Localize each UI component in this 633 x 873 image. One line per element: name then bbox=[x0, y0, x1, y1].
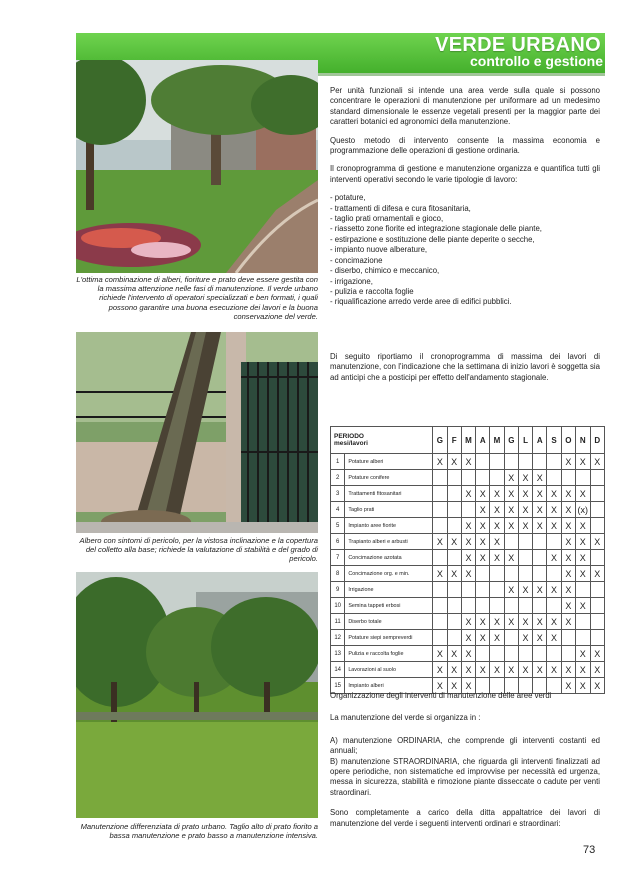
table-row bbox=[331, 502, 605, 518]
row-number: 9 bbox=[331, 582, 345, 598]
schedule-cell: X bbox=[590, 662, 604, 678]
schedule-cell: X bbox=[590, 534, 604, 550]
schedule-cell: X bbox=[518, 582, 532, 598]
after-text bbox=[330, 691, 600, 837]
operations-list bbox=[330, 193, 600, 307]
schedule-cell: X bbox=[518, 614, 532, 630]
schedule-cell: X bbox=[590, 646, 604, 662]
schedule-cell: X bbox=[461, 486, 475, 502]
row-number: 6 bbox=[331, 534, 345, 550]
month-header: D bbox=[590, 427, 604, 454]
row-label: Potature siepi sempreverdi bbox=[345, 630, 433, 646]
intro-paragraph-1: Per unità funzionali si intende una area verde sulla quale si possono concentrare le operazioni di manutenzione per uniformare ad un medesimo standard dimensionale le essenze vegetali presenti per la maggior parte dei caratteri botanici ed agronomici della manutenzione. bbox=[330, 86, 600, 127]
schedule-cell: X bbox=[561, 454, 575, 470]
schedule-cell bbox=[575, 582, 590, 598]
table-row bbox=[331, 614, 605, 630]
schedule-cell: X bbox=[533, 614, 547, 630]
photo-park-church bbox=[76, 60, 318, 273]
operation-item: - impianto nuove alberature, bbox=[330, 245, 428, 255]
period-header bbox=[331, 427, 433, 454]
schedule-cell: X bbox=[490, 662, 504, 678]
schedule-cell: X bbox=[447, 534, 461, 550]
schedule-cell: X bbox=[476, 614, 490, 630]
row-label: Concimazione azotata bbox=[345, 550, 433, 566]
schedule-cell bbox=[433, 502, 447, 518]
row-label: Impianto aree fiorite bbox=[345, 518, 433, 534]
schedule-cell: X bbox=[547, 630, 561, 646]
month-header: G bbox=[504, 427, 518, 454]
schedule-cell: X bbox=[476, 630, 490, 646]
schedule-cell bbox=[590, 502, 604, 518]
table-row bbox=[331, 646, 605, 662]
schedule-cell bbox=[433, 598, 447, 614]
schedule-cell: X bbox=[461, 630, 475, 646]
after-paragraph-2: La manutenzione del verde si organizza in : bbox=[330, 713, 481, 723]
schedule-cell: X bbox=[461, 534, 475, 550]
schedule-cell: X bbox=[575, 646, 590, 662]
schedule-cell: X bbox=[461, 614, 475, 630]
row-number: 13 bbox=[331, 646, 345, 662]
month-header: A bbox=[476, 427, 490, 454]
schedule-cell bbox=[447, 598, 461, 614]
caption-photo-2: Albero con sintomi di pericolo, per la vistosa inclinazione e la copertura del colletto alla base; richiede la valutazione di stabilità e del grado di pericolo. bbox=[79, 536, 318, 564]
row-label: Trattamenti fitosanitari bbox=[345, 486, 433, 502]
row-number: 3 bbox=[331, 486, 345, 502]
row-number: 12 bbox=[331, 630, 345, 646]
schedule-cell: X bbox=[590, 454, 604, 470]
schedule-cell: X bbox=[575, 678, 590, 694]
operation-item: - trattamenti di difesa e cura fitosanitaria, bbox=[330, 203, 471, 213]
schedule-cell: X bbox=[590, 566, 604, 582]
month-header: N bbox=[575, 427, 590, 454]
schedule-cell: X bbox=[461, 662, 475, 678]
schedule-cell: X bbox=[561, 582, 575, 598]
period-label: PERIODO bbox=[334, 433, 364, 440]
schedule-cell bbox=[504, 454, 518, 470]
schedule-cell bbox=[490, 598, 504, 614]
month-header: A bbox=[533, 427, 547, 454]
schedule-cell bbox=[490, 470, 504, 486]
schedule-cell bbox=[504, 630, 518, 646]
schedule-cell: X bbox=[575, 486, 590, 502]
schedule-cell: X bbox=[547, 614, 561, 630]
schedule-cell: X bbox=[504, 470, 518, 486]
schedule-cell bbox=[447, 614, 461, 630]
schedule-cell bbox=[590, 582, 604, 598]
schedule-cell: X bbox=[561, 502, 575, 518]
row-label: Semina tappeti erbosi bbox=[345, 598, 433, 614]
schedule-cell bbox=[433, 486, 447, 502]
schedule-cell: X bbox=[533, 486, 547, 502]
schedule-cell bbox=[476, 470, 490, 486]
schedule-cell bbox=[590, 518, 604, 534]
schedule-cell bbox=[461, 502, 475, 518]
schedule-cell bbox=[447, 550, 461, 566]
schedule-cell: X bbox=[590, 678, 604, 694]
schedule-cell: X bbox=[433, 678, 447, 694]
month-header: F bbox=[447, 427, 461, 454]
schedule-cell: X bbox=[533, 518, 547, 534]
table-row bbox=[331, 598, 605, 614]
table-row bbox=[331, 662, 605, 678]
schedule-cell bbox=[490, 566, 504, 582]
schedule-cell bbox=[590, 614, 604, 630]
photo-leaning-tree bbox=[76, 332, 318, 533]
schedule-cell bbox=[590, 630, 604, 646]
schedule-cell: X bbox=[575, 662, 590, 678]
schedule-cell bbox=[433, 470, 447, 486]
schedule-cell: X bbox=[561, 614, 575, 630]
schedule-cell: X bbox=[447, 662, 461, 678]
row-number: 15 bbox=[331, 678, 345, 694]
schedule-cell: X bbox=[490, 502, 504, 518]
schedule-cell: X bbox=[518, 630, 532, 646]
schedule-cell: (x) bbox=[575, 502, 590, 518]
schedule-cell: X bbox=[447, 646, 461, 662]
schedule-cell bbox=[590, 550, 604, 566]
row-number: 7 bbox=[331, 550, 345, 566]
schedule-cell bbox=[533, 646, 547, 662]
schedule-cell: X bbox=[461, 566, 475, 582]
schedule-cell bbox=[590, 486, 604, 502]
schedule-cell bbox=[504, 598, 518, 614]
operation-item: - pulizia e raccolta foglie bbox=[330, 286, 414, 296]
schedule-cell bbox=[518, 534, 532, 550]
page-title: VERDE URBANO bbox=[435, 34, 601, 56]
row-label: Pulizia e raccolta foglie bbox=[345, 646, 433, 662]
schedule-cell: X bbox=[561, 518, 575, 534]
operation-item: - concimazione bbox=[330, 255, 383, 265]
schedule-cell: X bbox=[476, 502, 490, 518]
table-row bbox=[331, 470, 605, 486]
schedule-cell: X bbox=[461, 550, 475, 566]
intro-paragraph-2: Questo metodo di intervento consente la massima economia e programmazione delle operazioni di gestione ordinaria. bbox=[330, 135, 600, 156]
schedule-cell bbox=[533, 454, 547, 470]
schedule-cell: X bbox=[504, 486, 518, 502]
row-label: Concimazione org. e min. bbox=[345, 566, 433, 582]
schedule-cell bbox=[433, 630, 447, 646]
after-paragraph-1: Organizzazione degli interventi di manutenzione delle aree verdi bbox=[330, 691, 552, 700]
schedule-cell: X bbox=[561, 534, 575, 550]
schedule-cell: X bbox=[433, 454, 447, 470]
schedule-cell bbox=[590, 470, 604, 486]
operation-item: - taglio prati ornamentali e gioco, bbox=[330, 214, 444, 224]
schedule-cell: X bbox=[533, 630, 547, 646]
schedule-cell bbox=[504, 566, 518, 582]
schedule-cell: X bbox=[504, 582, 518, 598]
schedule-cell: X bbox=[461, 518, 475, 534]
schedule-cell: X bbox=[533, 662, 547, 678]
schedule-cell: X bbox=[476, 662, 490, 678]
row-label: Irrigazione bbox=[345, 582, 433, 598]
schedule-cell: X bbox=[490, 534, 504, 550]
schedule-cell: X bbox=[476, 486, 490, 502]
schedule-cell: X bbox=[561, 486, 575, 502]
schedule-cell: X bbox=[575, 518, 590, 534]
schedule-cell bbox=[533, 550, 547, 566]
schedule-cell: X bbox=[476, 534, 490, 550]
after-paragraph-4: B) manutenzione STRAORDINARIA, che riguarda gli interventi finalizzati ad opere periodiche, non sistematiche ed improvvise per necessità ed urgenza, messa in sicurezza, stabilità e rimozione piante disseccate o cadute per venti straordinari. bbox=[330, 756, 600, 797]
schedule-cell: X bbox=[504, 502, 518, 518]
schedule-cell: X bbox=[561, 550, 575, 566]
schedule-cell bbox=[533, 598, 547, 614]
schedule-cell: X bbox=[547, 662, 561, 678]
schedule-cell bbox=[590, 598, 604, 614]
schedule-cell bbox=[447, 502, 461, 518]
operation-item: - irrigazione, bbox=[330, 276, 373, 286]
schedule-body bbox=[331, 454, 605, 694]
schedule-cell bbox=[447, 582, 461, 598]
schedule-cell: X bbox=[547, 582, 561, 598]
month-header: S bbox=[547, 427, 561, 454]
caption-photo-3: Manutenzione differenziata di prato urbano. Taglio alto di prato fiorito a bassa manutenzione e prato basso a manutenzione intensiva. bbox=[80, 822, 318, 841]
row-label: Taglio prati bbox=[345, 502, 433, 518]
schedule-cell: X bbox=[575, 534, 590, 550]
schedule-cell: X bbox=[518, 470, 532, 486]
schedule-cell: X bbox=[533, 582, 547, 598]
page-number: 73 bbox=[583, 844, 596, 856]
schedule-cell bbox=[476, 598, 490, 614]
table-row bbox=[331, 518, 605, 534]
table-row bbox=[331, 550, 605, 566]
row-number: 10 bbox=[331, 598, 345, 614]
row-number: 4 bbox=[331, 502, 345, 518]
row-number: 5 bbox=[331, 518, 345, 534]
schedule-header-row bbox=[331, 427, 605, 454]
schedule-cell: X bbox=[504, 518, 518, 534]
intro-text bbox=[330, 86, 600, 308]
schedule-cell: X bbox=[490, 614, 504, 630]
schedule-cell bbox=[433, 518, 447, 534]
table-row bbox=[331, 582, 605, 598]
schedule-cell bbox=[575, 630, 590, 646]
schedule-cell bbox=[547, 454, 561, 470]
schedule-cell: X bbox=[518, 486, 532, 502]
schedule-cell: X bbox=[504, 550, 518, 566]
schedule-cell bbox=[504, 534, 518, 550]
schedule-cell bbox=[547, 646, 561, 662]
schedule-cell bbox=[476, 646, 490, 662]
intro-paragraph-3: Il cronoprogramma di gestione e manutenzione organizza e quantifica tutti gli interventi operativi secondo le varie tipologie di lavoro: bbox=[330, 164, 600, 184]
schedule-cell: X bbox=[476, 550, 490, 566]
schedule-cell: X bbox=[476, 518, 490, 534]
month-header: L bbox=[518, 427, 532, 454]
after-paragraph-5: Sono completamente a carico della ditta appaltatrice dei lavori di manutenzione del verde i seguenti interventi ordinari e straordinari: bbox=[330, 808, 600, 828]
schedule-cell: X bbox=[575, 566, 590, 582]
schedule-cell bbox=[561, 646, 575, 662]
schedule-cell bbox=[575, 470, 590, 486]
schedule-cell: X bbox=[575, 598, 590, 614]
schedule-cell: X bbox=[504, 662, 518, 678]
schedule-cell bbox=[561, 470, 575, 486]
operation-item: - potature, bbox=[330, 193, 366, 203]
schedule-cell bbox=[461, 582, 475, 598]
schedule-cell bbox=[504, 646, 518, 662]
schedule-cell bbox=[447, 518, 461, 534]
schedule-cell bbox=[476, 454, 490, 470]
schedule-cell: X bbox=[575, 550, 590, 566]
schedule-cell: X bbox=[518, 502, 532, 518]
row-label: Diserbo totale bbox=[345, 614, 433, 630]
row-label: Trapianto alberi e arbusti bbox=[345, 534, 433, 550]
row-label: Potature conifere bbox=[345, 470, 433, 486]
schedule-cell: X bbox=[518, 662, 532, 678]
schedule-cell: X bbox=[561, 566, 575, 582]
table-row bbox=[331, 454, 605, 470]
schedule-cell bbox=[433, 582, 447, 598]
schedule-cell bbox=[433, 614, 447, 630]
schedule-cell: X bbox=[547, 550, 561, 566]
schedule-cell: X bbox=[533, 470, 547, 486]
operation-item: - riqualificazione arredo verde aree di edifici pubblici. bbox=[330, 297, 512, 307]
month-header: M bbox=[461, 427, 475, 454]
schedule-cell: X bbox=[504, 614, 518, 630]
schedule-cell: X bbox=[461, 454, 475, 470]
schedule-cell bbox=[476, 582, 490, 598]
schedule-intro: Di seguito riportiamo il cronoprogramma di massima dei lavori di manutenzione, con l'indicazione che la settimana di inizio lavori è soggetta sia ad anticipi che a posticipi per effetto dell'andamento stagionale. bbox=[330, 352, 600, 382]
schedule-cell: X bbox=[433, 646, 447, 662]
schedule-cell: X bbox=[433, 566, 447, 582]
month-header: G bbox=[433, 427, 447, 454]
schedule-cell bbox=[518, 598, 532, 614]
row-label: Impianto alberi bbox=[345, 678, 433, 694]
table-row bbox=[331, 486, 605, 502]
schedule-cell bbox=[518, 550, 532, 566]
schedule-cell bbox=[447, 486, 461, 502]
schedule-cell bbox=[547, 470, 561, 486]
schedule-cell bbox=[447, 470, 461, 486]
schedule-cell: X bbox=[533, 502, 547, 518]
schedule-cell: X bbox=[518, 518, 532, 534]
schedule-cell bbox=[461, 470, 475, 486]
row-number: 11 bbox=[331, 614, 345, 630]
schedule-cell: X bbox=[447, 454, 461, 470]
row-number: 14 bbox=[331, 662, 345, 678]
schedule-cell bbox=[490, 646, 504, 662]
schedule-cell: X bbox=[490, 518, 504, 534]
schedule-cell bbox=[547, 598, 561, 614]
schedule-cell: X bbox=[547, 518, 561, 534]
table-row bbox=[331, 566, 605, 582]
schedule-cell bbox=[476, 566, 490, 582]
schedule-cell: X bbox=[490, 630, 504, 646]
period-sublabel: mesi/lavori bbox=[334, 440, 368, 447]
row-number: 2 bbox=[331, 470, 345, 486]
row-number: 8 bbox=[331, 566, 345, 582]
row-label: Lavorazioni al suolo bbox=[345, 662, 433, 678]
after-paragraph-3: A) manutenzione ORDINARIA, che comprende gli interventi costanti ed annuali; bbox=[330, 735, 600, 756]
month-header: O bbox=[561, 427, 575, 454]
schedule-cell: X bbox=[447, 566, 461, 582]
schedule-cell: X bbox=[433, 534, 447, 550]
schedule-cell bbox=[518, 646, 532, 662]
schedule-cell bbox=[533, 566, 547, 582]
schedule-cell: X bbox=[490, 486, 504, 502]
row-label: Potature alberi bbox=[345, 454, 433, 470]
schedule-cell bbox=[433, 550, 447, 566]
schedule-cell bbox=[561, 630, 575, 646]
schedule-cell bbox=[490, 454, 504, 470]
schedule-cell: X bbox=[461, 646, 475, 662]
schedule-cell: X bbox=[490, 550, 504, 566]
operation-item: - estirpazione e sostituzione delle piante deperite o secche, bbox=[330, 234, 535, 244]
schedule-table bbox=[330, 426, 605, 694]
caption-photo-1: L'ottima combinazione di alberi, fioriture e prato deve essere gestita con la massima attenzione nelle fasi di manutenzione. Il verde urbano richiede l'intervento di operatori specializzati e ben formati, i quali possono garantire una buona esecuzione dei lavori e la buona conservazione del verde. bbox=[76, 275, 318, 321]
schedule-cell bbox=[461, 598, 475, 614]
page-subtitle: controllo e gestione bbox=[469, 53, 603, 69]
table-row bbox=[331, 630, 605, 646]
schedule-cell bbox=[447, 630, 461, 646]
schedule-cell: X bbox=[447, 678, 461, 694]
schedule-cell bbox=[533, 534, 547, 550]
schedule-cell bbox=[518, 566, 532, 582]
schedule-cell: X bbox=[461, 678, 475, 694]
schedule-cell: X bbox=[561, 598, 575, 614]
schedule-cell: X bbox=[547, 502, 561, 518]
month-header: M bbox=[490, 427, 504, 454]
row-number: 1 bbox=[331, 454, 345, 470]
schedule-cell: X bbox=[547, 486, 561, 502]
schedule-cell: X bbox=[561, 662, 575, 678]
schedule-cell bbox=[490, 582, 504, 598]
schedule-cell bbox=[518, 454, 532, 470]
operation-item: - riassetto zone fiorite ed integrazione stagionale delle piante, bbox=[330, 224, 542, 234]
schedule-cell: X bbox=[433, 662, 447, 678]
schedule-cell bbox=[575, 614, 590, 630]
schedule-cell: X bbox=[575, 454, 590, 470]
schedule-cell: X bbox=[561, 678, 575, 694]
operation-item: - diserbo, chimico e meccanico, bbox=[330, 266, 440, 276]
schedule-cell bbox=[547, 566, 561, 582]
table-row bbox=[331, 534, 605, 550]
schedule-cell bbox=[547, 534, 561, 550]
photo-urban-meadow bbox=[76, 572, 318, 818]
